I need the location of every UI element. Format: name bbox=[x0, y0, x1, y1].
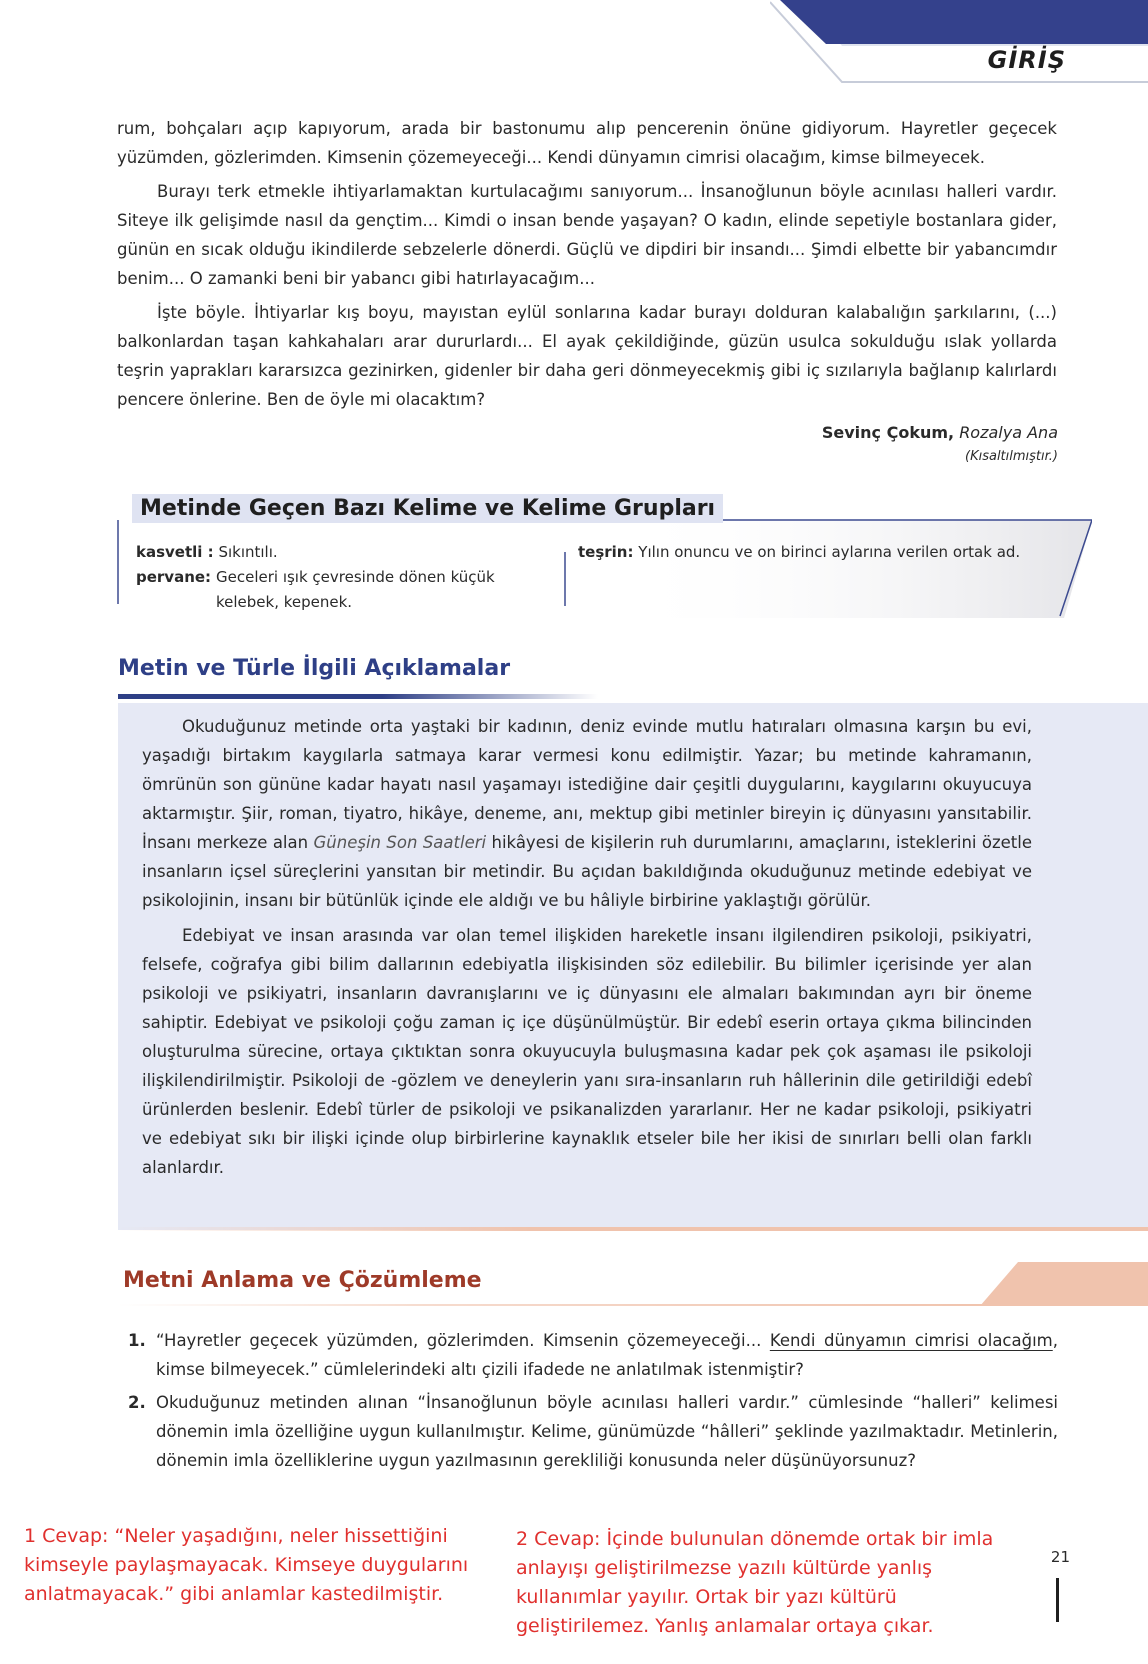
source-citation bbox=[600, 423, 1058, 442]
answer-2: 2 Cevap: İçinde bulunulan dönemde ortak bir imla anlayışı geliştirilmezse yazılı kültürde yanlış kullanımlar yayılır. Ortak bir yazı kültürü geliştirilemez. Yanlış anlamalar ortaya çıkar. bbox=[516, 1528, 994, 1637]
vocab-term: pervane: bbox=[136, 568, 212, 586]
page-number: 21 bbox=[1050, 1548, 1070, 1566]
analysis-title: Metni Anlama ve Çözümleme bbox=[123, 1268, 482, 1293]
vocab-term: kasvetli : bbox=[136, 543, 214, 561]
page-number-rule bbox=[1056, 1578, 1059, 1622]
story-paragraph-3: İşte böyle. İhtiyarlar kış boyu, mayıstan eylül sonlarına kadar burayı dolduran kalabalığın şarkılarını, (...) balkonlardan taşan kahkahaları arar dururlardı... El ayak çekildiğinde, güzün usulca sokulduğu ıslak yollarda teşrin yaprakları kararsızca gezinirken, gidenler bir daha geri dönmeyecekmiş gibi iç sızılarıyla bağlanıp kalırlardı pencere önlerine. Ben de öyle mi olacaktım? bbox=[117, 303, 1057, 409]
vocab-title: Metinde Geçen Bazı Kelime ve Kelime Grupları bbox=[132, 494, 723, 523]
story-text bbox=[117, 114, 1057, 414]
vocab-item-tesrin bbox=[578, 540, 1048, 565]
story-title-reference: Güneşin Son Saatleri bbox=[313, 833, 487, 852]
question-1: 1. “Hayretler geçecek yüzümden, gözlerimden. Kimsenin çözemeyeceği... Kendi dünyamın cimrisi olacağım, kimse bilmeyecek.” cümlelerindeki altı çizili ifadede ne anlatılmak istenmiştir? bbox=[128, 1326, 1058, 1384]
vocab-term: teşrin: bbox=[578, 543, 634, 561]
question-number: 2. bbox=[128, 1393, 146, 1412]
explanation-paragraph-1: Okuduğunuz metinde orta yaştaki bir kadının, deniz evinde mutlu hatıraları olmasına karşın bu evi, yaşadığı birtakım kaygılarla satmaya karar vermesi konu edilmiştir. Yazar; bu metinde kahramanın, ömrünün son gününe kadar hayatı nasıl yaşamayı istediğine dair çeşitli duygularını, kaygılarını okuyucuya aktarmıştır. Şiir, roman, tiyatro, hikâye, deneme, anı, mektup gibi metinler bireyin iç dünyasını yansıtabilir. İnsanı merkeze alan Güneşin Son Saatleri hikâyesi de kişilerin ruh durumlarını, amaçlarını, isteklerini özetle insanların içsel süreçlerini yansıtan bir metindir. Bu açıdan bakıldığında okuduğunuz metinde edebiyat ve psikolojinin, insanı bir bütünlük içinde ele aldığı ve bu hâliyle birbirine yaklaştığı görülür. bbox=[142, 717, 1033, 910]
explanation-text bbox=[142, 712, 1032, 1182]
vocab-definition: Geceleri ışık çevresinde dönen küçük kelebek, kepenek. bbox=[216, 568, 495, 611]
vocab-item-pervane bbox=[136, 565, 556, 615]
vocab-item-kasvetli bbox=[136, 540, 278, 565]
vocab-definition: Yılın onuncu ve on birinci aylarına verilen ortak ad. bbox=[638, 543, 1021, 561]
explanation-box-rule bbox=[118, 1227, 1148, 1231]
header-title: GİRİŞ bbox=[987, 46, 1066, 74]
explanation-paragraph-2: Edebiyat ve insan arasında var olan temel ilişkiden hareketle insanı ilgilendiren psikoloji, psikiyatri, felsefe, coğrafya gibi bilim dallarının edebiyatla ilişkisinden söz edilebilir. Bu bilimler içerisinde yer alan psikoloji ve psikiyatri, insanların davranışlarını ve iç dünyasını ele almaları bakımından ayrı bir öneme sahiptir. Edebiyat ve psikoloji çoğu zaman iç içe düşünülmüştür. Bir edebî eserin ortaya çıkma bilincinden oluşturulma sürecine, ortaya çıktıktan sonra okuyucuyla buluşmasına kadar pek çok aşaması ile psikoloji ilişkilendirilmiştir. Psikoloji de -gözlem ve deneylerin yanı sıra-insanların ruh hâllerinin dile getirildiği edebî ürünlerden beslenir. Edebî türler de psikoloji ve psikanalizden yararlanır. Her ne kadar psikoloji, psikiyatri ve edebiyat sıkı bir ilişki içinde olup birbirlerine kaynaklık etseler bile her ikisi de sınırları belli olan farklı alanlardır. bbox=[142, 926, 1032, 1177]
answer-1: 1 Cevap: “Neler yaşadığını, neler hissettiğini kimseyle paylaşmayacak. Kimseye duygularını anlatmayacak.” gibi anlamlar kastedilmiştir. bbox=[24, 1525, 469, 1605]
explanation-title: Metin ve Türle İlgili Açıklamalar bbox=[118, 656, 511, 681]
explanation-title-rule bbox=[118, 694, 598, 699]
author-name: Sevinç Çokum, bbox=[821, 423, 955, 442]
question-number: 1. bbox=[128, 1331, 146, 1350]
story-paragraph-2: Burayı terk etmekle ihtiyarlamaktan kurtulacağımı sanıyorum... İnsanoğlunun böyle acınılası halleri vardır. Siteye ilk gelişimde nasıl da gençtim... Kimdi o insan bende yaşayan? O kadın, elinde sepetiyle bostanlara gider, günün en sıcak olduğu ikindilerde sebzelerle dönerdi. Güçlü ve dipdiri bir insandı... Şimdi elbette bir yabancımdır benim... O zamanki beni bir yabancı gibi hatırlayacağım... bbox=[117, 182, 1057, 288]
work-title: Rozalya Ana bbox=[959, 423, 1058, 442]
question-2: 2. Okuduğunuz metinden alınan “İnsanoğlunun böyle acınılası halleri vardır.” cümlesinde “halleri” kelimesi dönemin imla özelliğine uygun kullanılmıştır. Kelime, günümüzde “hâlleri” şeklinde yazılmaktadır. Metinlerin, dönemin imla özelliklerine uygun yazılmasının gerekliliği konusunda neler düşünüyorsunuz? bbox=[128, 1388, 1058, 1475]
story-paragraph-1: rum, bohçaları açıp kapıyorum, arada bir bastonumu alıp pencerenin önüne gidiyorum. Hayretler geçecek yüzümden, gözlerimden. Kimsenin çözemeyeceği... Kendi dünyamın cimrisi olacağım, kimse bilmeyecek. bbox=[117, 119, 1057, 167]
vocab-definition: Sıkıntılı. bbox=[218, 543, 278, 561]
header-decoration bbox=[770, 0, 1148, 88]
underlined-phrase: Kendi dünyamın cimrisi olacağım bbox=[769, 1331, 1053, 1350]
questions bbox=[128, 1326, 1058, 1475]
abridged-note: (Kısaltılmıştır.) bbox=[965, 449, 1058, 464]
